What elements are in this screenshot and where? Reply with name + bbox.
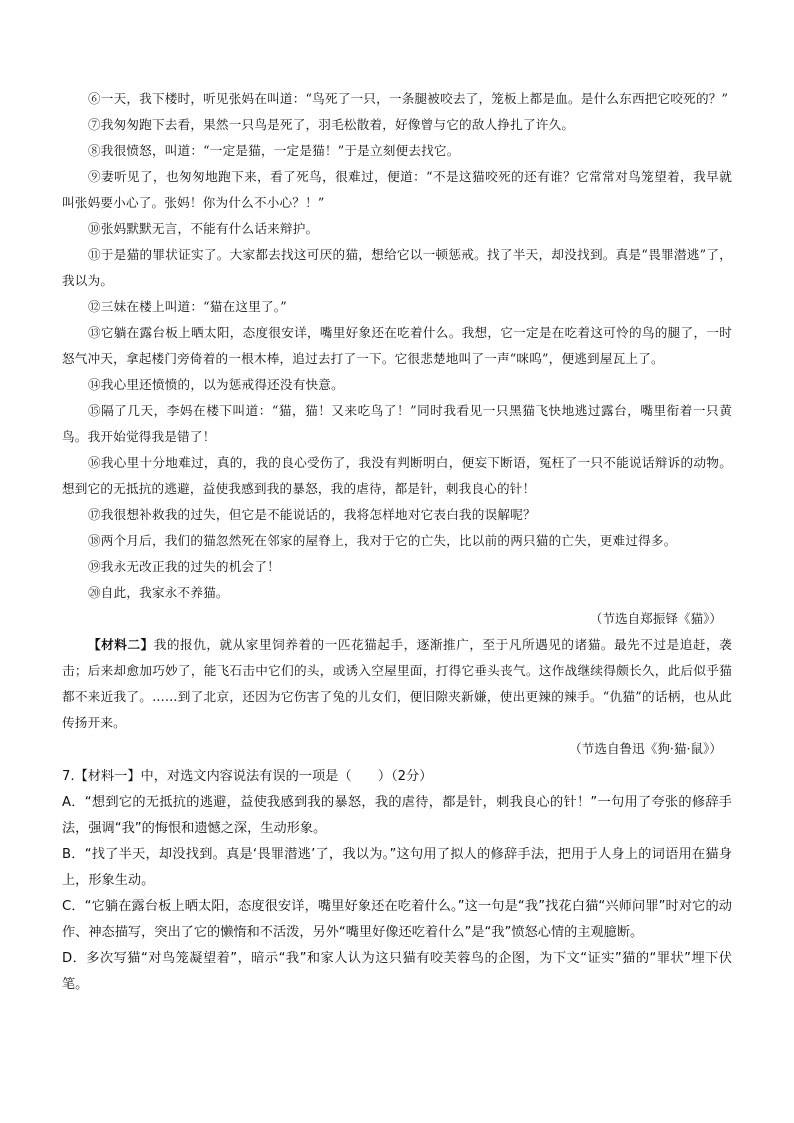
material-two-tag: 【材料二】	[88, 637, 154, 652]
question-stem: 7.【材料一】中，对选文内容说法有误的一项是（ ）（2分）	[62, 769, 433, 784]
passage-material-one	[62, 86, 732, 632]
paragraph-9: ⑨妻听见了，也匆匆地跑下来，看了死鸟，很难过，便道：“不是这猫咬死的还有谁？它常常对鸟笼望着，我早就叫张妈要小心了。张妈！你为什么不小心？！”	[62, 169, 732, 210]
paragraph-14: ⑭我心里还愤愤的，以为惩戒得还没有快意。	[88, 377, 344, 392]
paragraph-16: ⑯我心里十分地难过，真的，我的良心受伤了，我没有判断明白，便妄下断语，冤枉了一只不能说话辩诉的动物。想到它的无抵抗的逃避，益使我感到我的暴怒，我的虐待，都是针，刺我良心的针！	[62, 455, 732, 496]
question-7	[62, 764, 732, 998]
paragraph-7: ⑦我匆匆跑下去看，果然一只鸟是死了，羽毛松散着，好像曾与它的敌人挣扎了许久。	[88, 117, 575, 132]
paragraph-12: ⑫三妹在楼上叫道：“猫在这里了。”	[88, 299, 287, 314]
option-a: A．“想到它的无抵抗的逃避，益使我感到我的暴怒，我的虐待，都是针，刺我良心的针！”一句用了夸张的修辞手法，强调“我”的悔恨和遗憾之深，生动形象。	[62, 795, 732, 836]
source-citation-2: （节选自鲁迅《狗·猫·鼠》）	[569, 741, 722, 756]
paragraph-17: ⑰我很想补救我的过失，但它是不能说话的，我将怎样地对它表白我的误解呢？	[88, 507, 536, 522]
material-two-paragraph	[62, 632, 732, 736]
paragraph-15: ⑮隔了几天，李妈在楼下叫道：“猫，猫！又来吃鸟了！”同时我看见一只黑猫飞快地逃过露台，嘴里衔着一只黄鸟。我开始觉得我是错了！	[62, 403, 732, 444]
paragraph-19: ⑲我永无改正我的过失的机会了！	[88, 559, 280, 574]
option-c: C．“它躺在露台板上晒太阳，态度很安详，嘴里好象还在吃着什么。”这一句是“我”找花白猫“兴师问罪”时对它的动作、神态描写，突出了它的懒惰和不活泼，另外“嘴里好像还吃着什么”是“我”愤怒心情的主观臆断。	[62, 899, 732, 940]
paragraph-10: ⑩张妈默默无言，不能有什么话来辩护。	[88, 221, 319, 236]
paragraph-6: ⑥一天，我下楼时，听见张妈在叫道：“鸟死了一只，一条腿被咬去了，笼板上都是血。是什么东西把它咬死的？”	[88, 91, 729, 106]
paragraph-20: ⑳自此，我家永不养猫。	[88, 585, 229, 600]
paragraph-11: ⑪于是猫的罪状证实了。大家都去找这可厌的猫，想给它以一顿惩戒。找了半天，却没找到。真是“畏罪潜逃”了，我以为。	[62, 247, 732, 288]
paragraph-13: ⑬它躺在露台板上晒太阳，态度很安详，嘴里好象还在吃着什么。我想，它一定是在吃着这可怜的鸟的腿了，一时怒气冲天，拿起楼门旁倚着的一根木棒，追过去打了一下。它很悲楚地叫了一声“咪呜”，便逃到屋瓦上了。	[62, 325, 732, 366]
option-d: D．多次写猫“对鸟笼凝望着”，暗示“我”和家人认为这只猫有咬芙蓉鸟的企图，为下文“证实”猫的“罪状”埋下伏笔。	[62, 951, 732, 992]
option-b: B．“找了半天，却没找到。真是‘畏罪潜逃’了，我以为。”这句用了拟人的修辞手法，把用于人身上的词语用在猫身上，形象生动。	[62, 847, 732, 888]
passage-material-two	[62, 632, 732, 762]
material-two-text: 我的报仇，就从家里饲养着的一匹花猫起手，逐渐推广，至于凡所遇见的诸猫。最先不过是追赶，袭击；后来却愈加巧妙了，能飞石击中它们的头，或诱入空屋里面，打得它垂头丧气。这作战继续得颇长久，此后似乎猫都不来近我了。……到了北京，还因为它伤害了兔的儿女们，便旧隙夹新嫌，使出更辣的辣手。“仇猫”的话柄，也从此传扬开来。	[62, 637, 732, 730]
source-citation-1: （节选自郑振铎《猫》）	[589, 611, 722, 626]
paragraph-18: ⑱两个月后，我们的猫忽然死在邻家的屋脊上，我对于它的亡失，比以前的两只猫的亡失，更难过得多。	[88, 533, 677, 548]
paragraph-8: ⑧我很愤怒，叫道：“一定是猫，一定是猫！”于是立刻便去找它。	[88, 143, 460, 158]
